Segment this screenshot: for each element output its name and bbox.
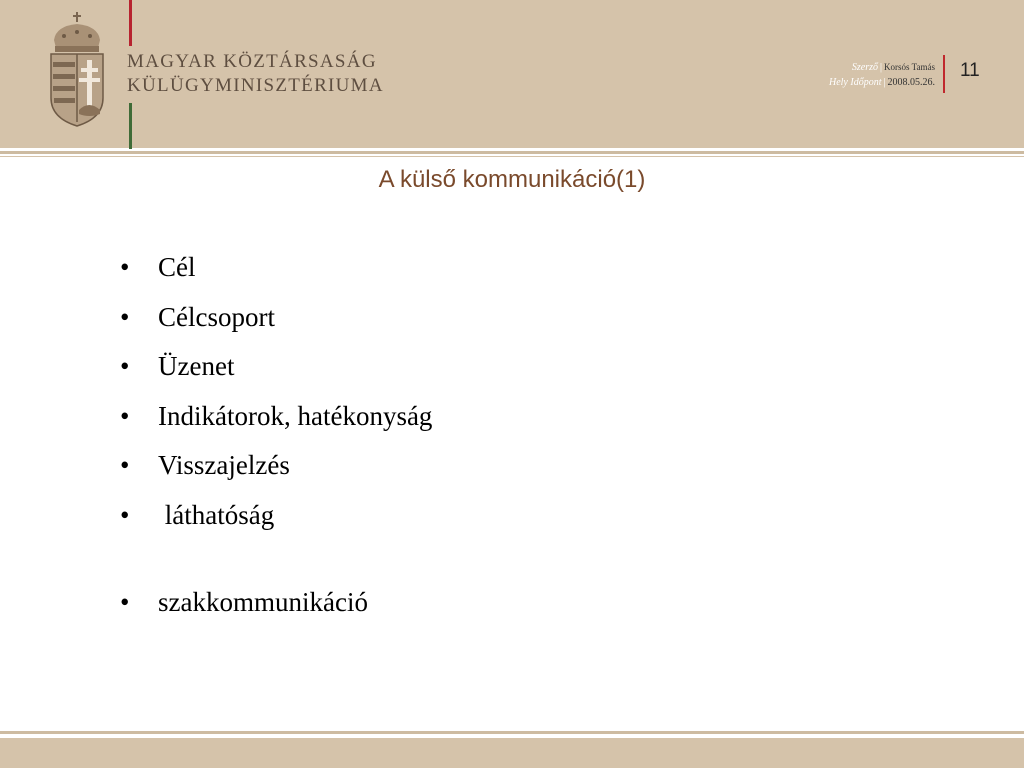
bullet-item	[118, 398, 818, 448]
place-label: Hely	[828, 77, 848, 88]
bullet-item	[118, 447, 818, 497]
meta-date-row	[829, 75, 935, 90]
bullet-text: Indikátorok, hatékonyság	[158, 400, 433, 431]
flag-green-bar	[129, 103, 132, 149]
time-label: Időpont	[850, 77, 882, 88]
bullet-item	[118, 299, 818, 349]
bullet-dot: •	[120, 400, 130, 431]
bullet-spacer	[118, 546, 818, 584]
bullet-dot: •	[120, 351, 130, 381]
date-value: 2008.05.26.	[887, 77, 935, 88]
page-number: 11	[960, 60, 980, 81]
meta-separator: |	[880, 62, 883, 73]
footer-rule	[0, 731, 1024, 734]
slide-title: A külső kommunikáció(1)	[378, 166, 646, 193]
bullet-dot: •	[120, 499, 130, 530]
bullet-item	[118, 249, 818, 299]
bullet-text: láthatóság	[158, 499, 275, 530]
header-rule-thin	[0, 156, 1024, 157]
ministry-name	[127, 50, 384, 98]
bullet-text: Visszajelzés	[158, 450, 290, 480]
ministry-name-line2: KÜLÜGYMINISZTÉRIUMA	[127, 75, 384, 96]
bullet-dot: •	[120, 587, 130, 617]
bullet-dot: •	[120, 301, 130, 332]
bullet-item	[118, 497, 818, 547]
author-label: Szerző	[851, 62, 879, 73]
bullet-text: Cél	[158, 252, 196, 282]
page-number-divider	[943, 55, 945, 93]
header-rule	[0, 151, 1024, 154]
footer-band	[0, 738, 1024, 768]
bullet-item	[118, 348, 818, 398]
flag-red-bar	[129, 0, 132, 46]
bullet-text: Célcsoport	[158, 301, 275, 332]
ministry-name-line1: MAGYAR KÖZTÁRSASÁG	[127, 51, 377, 72]
bullet-text: Üzenet	[158, 351, 235, 381]
slide-meta	[829, 60, 935, 90]
bullet-list	[118, 249, 818, 634]
bullet-text: szakkommunikáció	[158, 587, 368, 617]
bullet-item	[118, 584, 818, 634]
meta-author-row	[829, 60, 935, 75]
bullet-dot: •	[120, 450, 130, 480]
author-value: Korsós Tamás	[884, 62, 935, 72]
meta-separator: |	[883, 77, 886, 88]
coat-of-arms-icon	[46, 10, 108, 128]
bullet-dot: •	[120, 252, 130, 282]
